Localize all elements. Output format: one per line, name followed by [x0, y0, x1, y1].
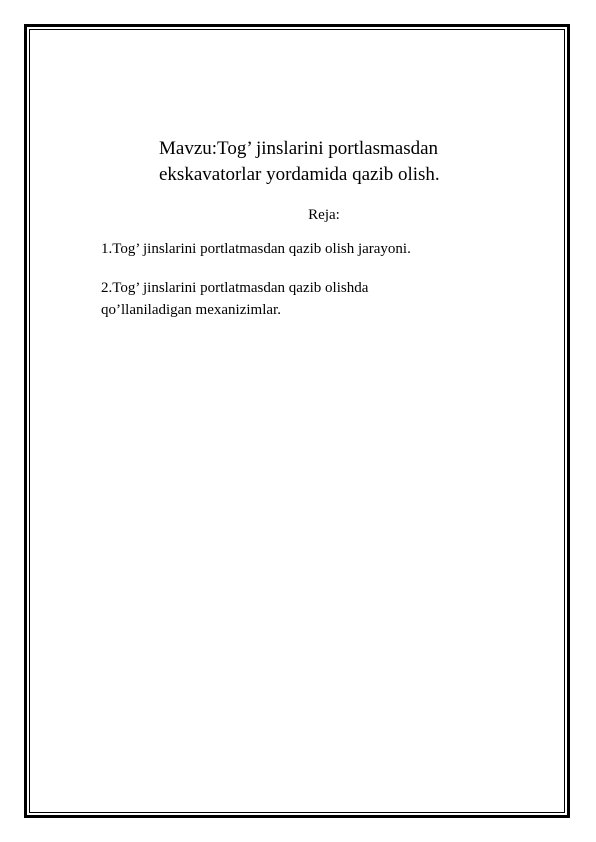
plan-heading: Reja: — [308, 207, 340, 223]
plan-item-2 — [101, 277, 551, 321]
plan-item-1 — [101, 238, 551, 260]
plan-item-2-line-2: qo’llaniladigan mexanizimlar. — [101, 302, 281, 318]
topic-title-line-1: Mavzu:Tog’ jinslarini portlasmasdan — [159, 138, 439, 159]
topic-title — [159, 136, 559, 188]
topic-title-line-2: ekskavatorlar yordamida qazib olish. — [159, 164, 440, 185]
plan-item-2-line-1: 2.Tog’ jinslarini portlatmasdan qazib olishda — [101, 280, 369, 296]
plan-item-1-line-1: 1.Tog’ jinslarini portlatmasdan qazib olish jarayoni. — [101, 241, 411, 257]
